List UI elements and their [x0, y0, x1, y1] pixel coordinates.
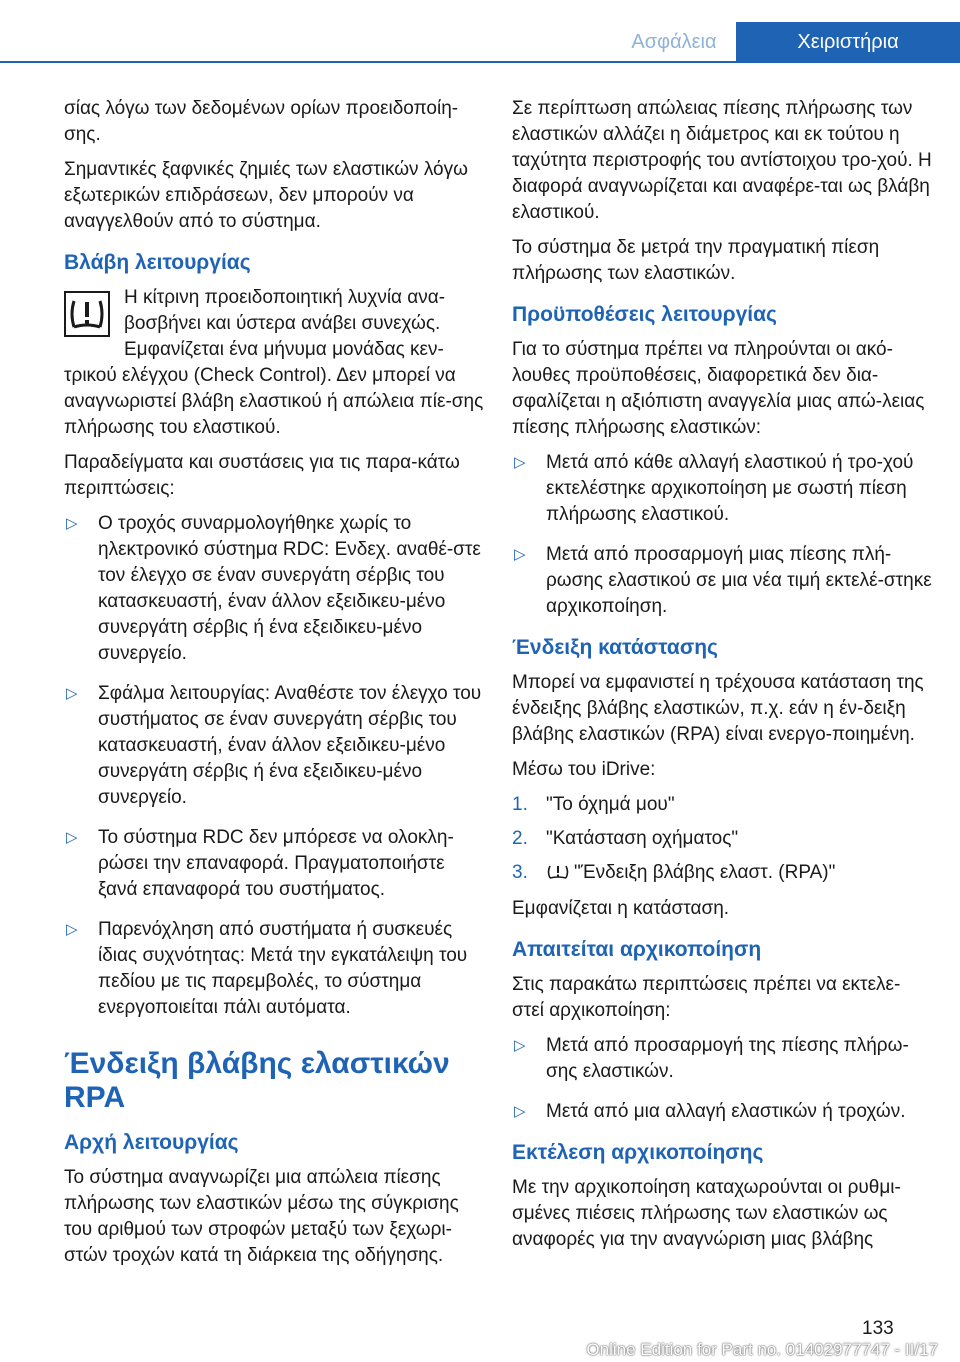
paragraph: Στις παρακάτω περιπτώσεις πρέπει να εκτελε‐στεί αρχικοποίηση:	[512, 974, 901, 1021]
idrive-steps	[512, 792, 932, 886]
list-item	[64, 681, 484, 811]
right-column	[512, 96, 932, 1262]
triangle-bullet-icon: ▷	[66, 921, 78, 938]
step-item	[512, 826, 932, 852]
step-text: "Το όχημά μου"	[546, 794, 675, 815]
list-item	[512, 1099, 932, 1125]
examples-list	[64, 511, 484, 1021]
list-item-text: Το σύστημα RDC δεν μπόρεσε να ολοκλη‐ρώσει την επαναφορά. Πραγματοποιήστε ξανά επαναφορά του συστήματος.	[98, 827, 454, 900]
chapter-tab[interactable]: Χειριστήρια	[736, 22, 960, 62]
step-text: "Κατάσταση οχήματος"	[546, 828, 739, 849]
list-item-text: Σφάλμα λειτουργίας: Αναθέστε τον έλεγχο του συστήματος σε έναν συνεργάτη σέρβις του κατασκευαστή, έναν άλλον εξειδικευ‐μένο συνεργάτη σέρβις ή ένα εξειδικευ‐μένο συνεργείο.	[98, 683, 482, 808]
triangle-bullet-icon: ▷	[66, 515, 78, 532]
tire-pressure-warning-icon	[64, 291, 110, 337]
list-item-text: Μετά από προσαρμογή της πίεσης πλήρω‐σης ελαστικών.	[546, 1035, 909, 1082]
paragraph: Με την αρχικοποίηση καταχωρούνται οι ρυθμι‐σμένες πιέσεις πλήρωσης των ελαστικών ως αναφορές για την αναγνώριση μιας βλάβης	[512, 1177, 901, 1250]
paragraph: Εμφανίζεται η κατάσταση.	[512, 898, 730, 919]
heading-rpa: Ένδειξη βλάβης ελαστικών RPA	[64, 1047, 450, 1114]
step-number: 1.	[512, 794, 528, 815]
paragraph: σίας λόγω των δεδομένων ορίων προειδοποίη‐σης.	[64, 98, 459, 145]
triangle-bullet-icon: ▷	[66, 829, 78, 846]
edition-text: Online Edition for Part no. 01402977747 - II/17	[586, 1340, 938, 1359]
list-item	[64, 825, 484, 903]
paragraph: Μέσω του iDrive:	[512, 759, 656, 780]
page-number: 133	[862, 1318, 894, 1339]
list-item-text: Μετά από προσαρμογή μιας πίεσης πλή‐ρωσης ελαστικού σε μια νέα τιμή εκτελέ‐στηκε αρχικοποίηση.	[546, 544, 932, 617]
list-item-text: Μετά από κάθε αλλαγή ελαστικού ή τρο‐χού εκτελέστηκε αρχικοποίηση με σωστή πίεση πλήρωσης ελαστικού.	[546, 452, 914, 525]
step-number: 2.	[512, 828, 528, 849]
heading-fault: Βλάβη λειτουργίας	[64, 251, 251, 274]
init-required-list	[512, 1033, 932, 1125]
tire-pressure-warning-icon	[546, 863, 570, 881]
paragraph: Για το σύστημα πρέπει να πληρούνται οι ακό‐λουθες προϋποθέσεις, διαφορετικά δεν δια‐σφαλίζεται η αξιόπιστη αναγγελία μιας απώ‐λειας πίεσης πλήρωσης ελαστικών:	[512, 339, 925, 438]
page-header	[0, 0, 960, 62]
heading-prerequisites: Προϋποθέσεις λειτουργίας	[512, 303, 777, 326]
heading-perform-init: Εκτέλεση αρχικοποίησης	[512, 1141, 764, 1164]
paragraph: Σε περίπτωση απώλειας πίεσης πλήρωσης των ελαστικών αλλάζει η διάμετρος και εκ τούτου η ταχύτητα περιστροφής του αντίστοιχου τρο‐χού. Η διαφορά αναγνωρίζεται και αναφέρε‐ται ως βλάβη ελαστικού.	[512, 98, 932, 223]
triangle-bullet-icon: ▷	[514, 1103, 526, 1120]
paragraph: Το σύστημα δε μετρά την πραγματική πίεση πλήρωσης των ελαστικών.	[512, 237, 880, 284]
heading-init-required: Απαιτείται αρχικοποίηση	[512, 938, 762, 961]
list-item-text: Ο τροχός συναρμολογήθηκε χωρίς το ηλεκτρονικό σύστημα RDC: Ενδεχ. αναθέ‐στε τον έλεγχο σε έναν συνεργάτη σέρβις του κατασκευαστή, έναν άλλον εξειδικευ‐μένο συνεργάτη σέρβις ή ένα εξειδικευ‐μένο συνεργείο.	[98, 513, 481, 664]
prerequisites-list	[512, 450, 932, 620]
header-rule	[0, 61, 960, 63]
step-item	[512, 792, 932, 818]
triangle-bullet-icon: ▷	[514, 1037, 526, 1054]
section-tab[interactable]: Ασφάλεια	[612, 22, 736, 62]
left-column	[64, 96, 484, 1278]
list-item	[512, 450, 932, 528]
heading-principle: Αρχή λειτουργίας	[64, 1131, 239, 1154]
triangle-bullet-icon: ▷	[514, 546, 526, 563]
step-item	[512, 860, 932, 886]
list-item	[512, 542, 932, 620]
paragraph: Παραδείγματα και συστάσεις για τις παρα‐κάτω περιπτώσεις:	[64, 452, 460, 499]
list-item	[512, 1033, 932, 1085]
triangle-bullet-icon: ▷	[514, 454, 526, 471]
list-item	[64, 917, 484, 1021]
paragraph: Σημαντικές ξαφνικές ζημιές των ελαστικών λόγω εξωτερικών επιδράσεων, δεν μπορούν να αναγγελθούν από το σύστημα.	[64, 159, 468, 232]
list-item-text: Παρενόχληση από συστήματα ή συσκευές ίδιας συχνότητας: Μετά την εγκατάλειψη του πεδίου με τις παρεμβολές, το σύστημα ενεργοποιείται πάλι αυτόματα.	[98, 919, 468, 1018]
triangle-bullet-icon: ▷	[66, 685, 78, 702]
list-item	[64, 511, 484, 667]
step-number: 3.	[512, 862, 528, 883]
paragraph: Το σύστημα αναγνωρίζει μια απώλεια πίεσης πλήρωσης των ελαστικών μέσω της σύγκρισης του αριθμού των στροφών μεταξύ των ξεχωρι‐στών τροχών κατά τη διάρκεια της οδήγησης.	[64, 1167, 459, 1266]
paragraph: Η κίτρινη προειδοποιητική λυχνία ανα‐βοσβήνει και ύστερα ανάβει συνεχώς. Εμφανίζεται ένα μήνυμα μονάδας κεν‐τρικού ελέγχου (Check Control). Δεν μπορεί να αναγνωριστεί βλάβη ελαστικού ή απώλεια πίε‐σης πλήρωσης του ελαστικού.	[64, 287, 484, 438]
step-text: "Ένδειξη βλάβης ελαστ. (RPA)"	[574, 862, 836, 883]
heading-status: Ένδειξη κατάστασης	[512, 636, 718, 659]
paragraph: Μπορεί να εμφανιστεί η τρέχουσα κατάσταση της ένδειξης βλάβης ελαστικών, π.χ. εάν η έν‐δειξη βλάβης ελαστικών (RPA) είναι ενεργο‐ποιημένη.	[512, 672, 924, 745]
fault-block	[64, 285, 484, 441]
list-item-text: Μετά από μια αλλαγή ελαστικών ή τροχών.	[546, 1101, 906, 1122]
